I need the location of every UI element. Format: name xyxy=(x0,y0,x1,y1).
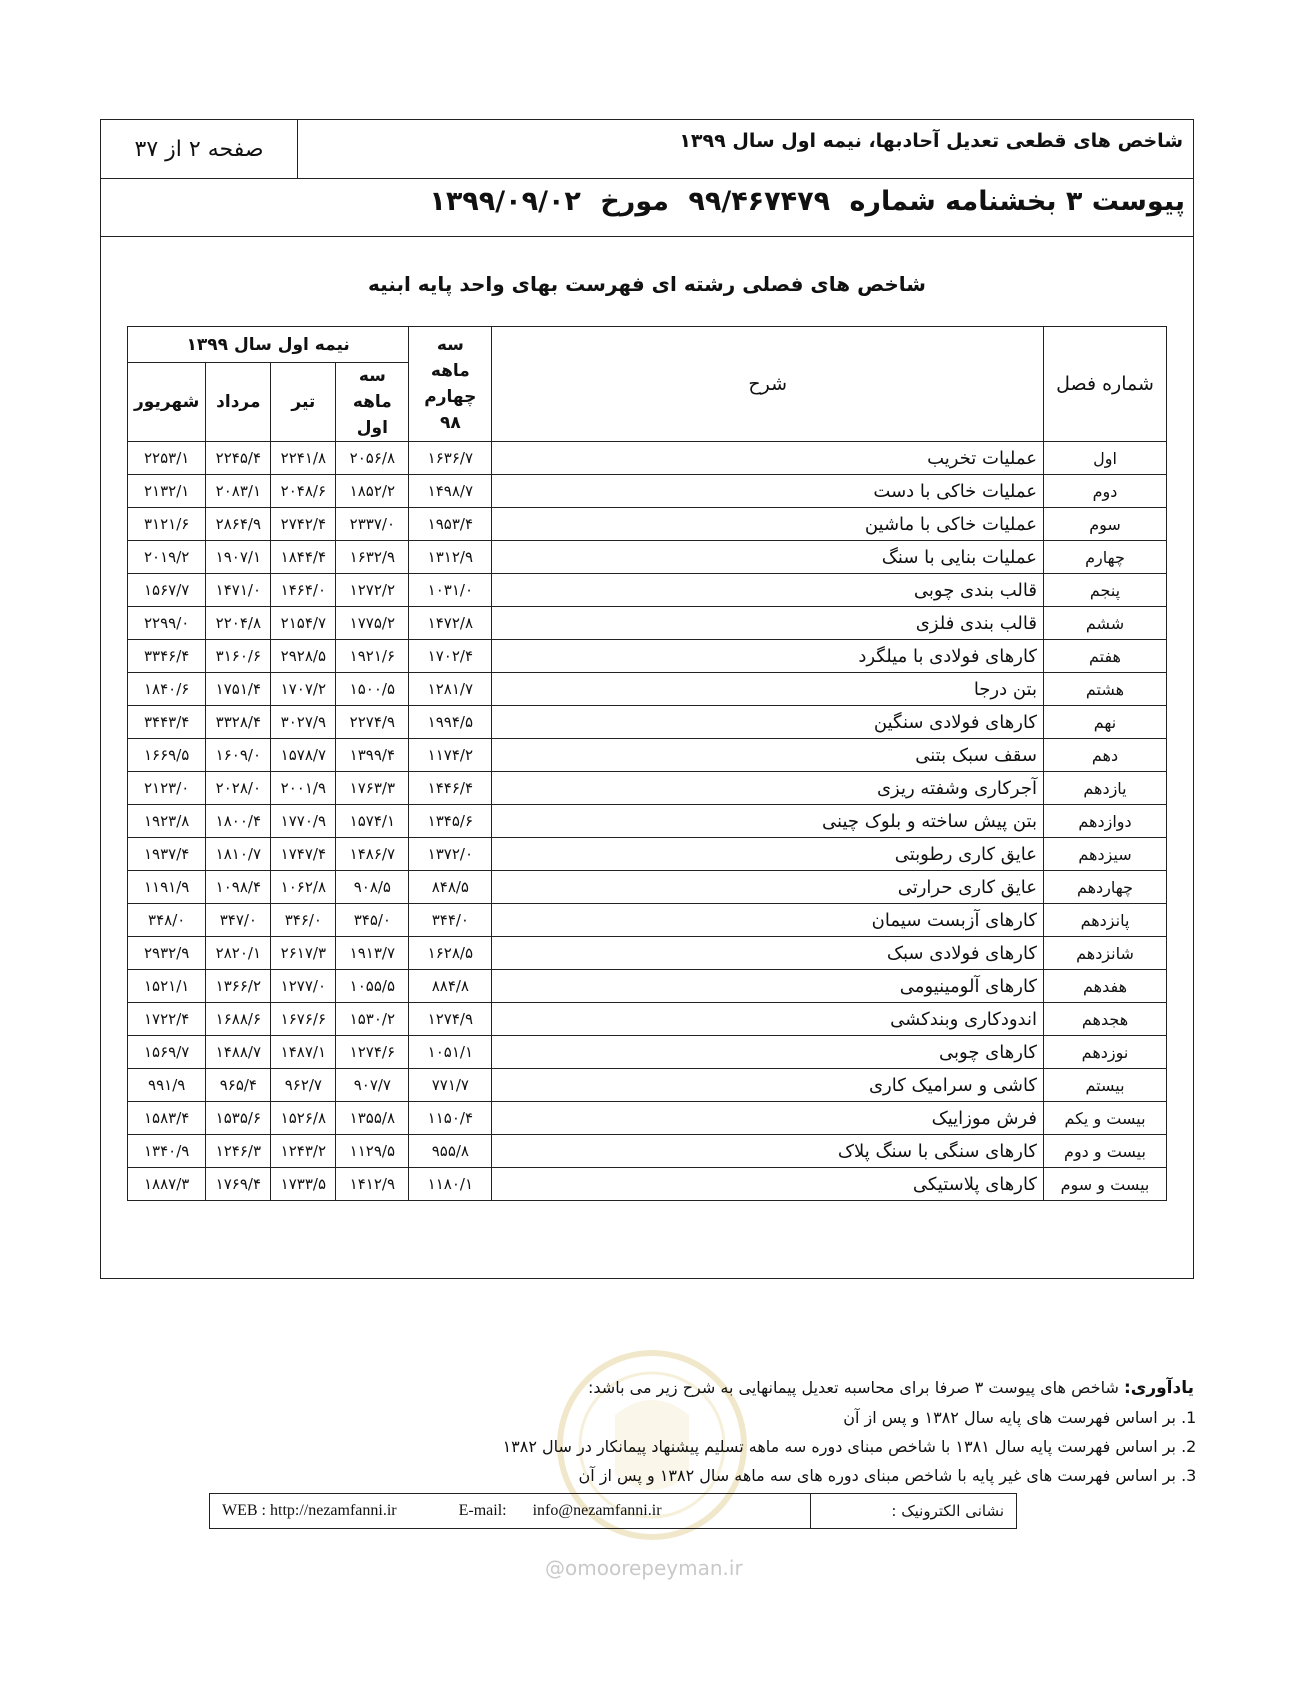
cell-q4: ۱۲۷۴/۹ xyxy=(409,1003,492,1036)
header-title: شاخص های قطعی تعدیل آحادبها، نیمه اول سال ۱۳۹۹ xyxy=(679,130,1183,152)
cell-description: عایق کاری حرارتی xyxy=(492,871,1044,904)
cell-q1: ۱۸۵۲/۲ xyxy=(336,475,409,508)
cell-shahrivar: ۱۹۲۳/۸ xyxy=(128,805,206,838)
cell-section: دهم xyxy=(1044,739,1167,772)
cell-section: بیست و دوم xyxy=(1044,1135,1167,1168)
cell-q1: ۲۲۷۴/۹ xyxy=(336,706,409,739)
table-row xyxy=(128,607,1167,640)
cell-q1: ۲۳۳۷/۰ xyxy=(336,508,409,541)
cell-tir: ۳۰۲۷/۹ xyxy=(271,706,336,739)
circular-date: ۱۳۹۹/۰۹/۰۲ xyxy=(429,186,581,217)
cell-q4: ۱۰۵۱/۱ xyxy=(409,1036,492,1069)
document-frame xyxy=(100,119,1194,1279)
cell-mordad: ۲۰۸۳/۱ xyxy=(206,475,271,508)
cell-q1: ۱۷۶۳/۳ xyxy=(336,772,409,805)
cell-mordad: ۱۹۰۷/۱ xyxy=(206,541,271,574)
cell-mordad: ۱۸۱۰/۷ xyxy=(206,838,271,871)
cell-shahrivar: ۳۴۴۳/۴ xyxy=(128,706,206,739)
cell-description: سقف سبک بتنی xyxy=(492,739,1044,772)
cell-q4: ۹۵۵/۸ xyxy=(409,1135,492,1168)
cell-section: هجدهم xyxy=(1044,1003,1167,1036)
table-row xyxy=(128,772,1167,805)
cell-shahrivar: ۲۲۵۳/۱ xyxy=(128,442,206,475)
table-row xyxy=(128,475,1167,508)
cell-tir: ۲۹۲۸/۵ xyxy=(271,640,336,673)
table-row xyxy=(128,970,1167,1003)
cell-shahrivar: ۲۱۳۲/۱ xyxy=(128,475,206,508)
cell-mordad: ۱۰۹۸/۴ xyxy=(206,871,271,904)
cell-q1: ۱۵۰۰/۵ xyxy=(336,673,409,706)
reminder-item: 1. بر اساس فهرست های پایه سال ۱۳۸۲ و پس از آن xyxy=(194,1403,1176,1432)
cell-shahrivar: ۱۶۶۹/۵ xyxy=(128,739,206,772)
cell-mordad: ۲۸۲۰/۱ xyxy=(206,937,271,970)
cell-section: هفتم xyxy=(1044,640,1167,673)
cell-q4: ۱۶۳۶/۷ xyxy=(409,442,492,475)
cell-mordad: ۲۲۰۴/۸ xyxy=(206,607,271,640)
cell-q1: ۱۹۲۱/۶ xyxy=(336,640,409,673)
cell-q4: ۸۴۸/۵ xyxy=(409,871,492,904)
table-row xyxy=(128,508,1167,541)
cell-section: هشتم xyxy=(1044,673,1167,706)
table-row xyxy=(128,937,1167,970)
cell-shahrivar: ۱۵۶۷/۷ xyxy=(128,574,206,607)
cell-mordad: ۱۵۳۵/۶ xyxy=(206,1102,271,1135)
cell-q4: ۱۶۲۸/۵ xyxy=(409,937,492,970)
cell-section: دوازدهم xyxy=(1044,805,1167,838)
col-tir: تیر xyxy=(271,363,336,442)
table-row xyxy=(128,739,1167,772)
cell-q4: ۱۱۷۴/۲ xyxy=(409,739,492,772)
reminder-label: یادآوری: xyxy=(1123,1378,1194,1398)
cell-tir: ۲۰۴۸/۶ xyxy=(271,475,336,508)
cell-section: بیستم xyxy=(1044,1069,1167,1102)
cell-description: کارهای فولادی سنگین xyxy=(492,706,1044,739)
table-row xyxy=(128,871,1167,904)
footer-links xyxy=(210,1494,811,1528)
cell-section: یازدهم xyxy=(1044,772,1167,805)
table-row xyxy=(128,1168,1167,1201)
col-mordad: مرداد xyxy=(206,363,271,442)
cell-mordad: ۳۳۲۸/۴ xyxy=(206,706,271,739)
cell-q4: ۱۴۴۶/۴ xyxy=(409,772,492,805)
footer-contact xyxy=(209,1493,1017,1529)
cell-shahrivar: ۳۴۸/۰ xyxy=(128,904,206,937)
cell-mordad: ۲۰۲۸/۰ xyxy=(206,772,271,805)
cell-mordad: ۱۶۸۸/۶ xyxy=(206,1003,271,1036)
cell-shahrivar: ۱۸۴۰/۶ xyxy=(128,673,206,706)
cell-shahrivar: ۱۹۳۷/۴ xyxy=(128,838,206,871)
table-row xyxy=(128,805,1167,838)
cell-description: آجرکاری وشفته ریزی xyxy=(492,772,1044,805)
cell-q1: ۱۳۹۹/۴ xyxy=(336,739,409,772)
reminder-item: 2. بر اساس فهرست پایه سال ۱۳۸۱ با شاخص مبنای دوره سه ماهه تسلیم پیشنهاد پیمانکار در سال ۱۳۸۲ xyxy=(194,1432,1176,1461)
cell-mordad: ۱۷۵۱/۴ xyxy=(206,673,271,706)
reminder-note xyxy=(194,1373,1194,1490)
cell-mordad: ۲۲۴۵/۴ xyxy=(206,442,271,475)
reminder-intro: شاخص های پیوست ۳ صرفا برای محاسبه تعدیل پیمانهایی به شرح زیر می باشد: xyxy=(588,1378,1119,1397)
col-q4-98: سه ماهه چهارم ۹۸ xyxy=(409,327,492,442)
table-title: شاخص های فصلی رشته ای فهرست بهای واحد پایه ابنیه xyxy=(368,272,926,296)
cell-q4: ۱۹۵۳/۴ xyxy=(409,508,492,541)
email-link[interactable]: info@nezamfanni.ir xyxy=(532,1502,662,1519)
cell-shahrivar: ۳۱۲۱/۶ xyxy=(128,508,206,541)
table-row xyxy=(128,706,1167,739)
cell-q4: ۱۳۱۲/۹ xyxy=(409,541,492,574)
cell-q4: ۷۷۱/۷ xyxy=(409,1069,492,1102)
cell-description: کارهای فولادی با میلگرد xyxy=(492,640,1044,673)
cell-tir: ۱۵۷۸/۷ xyxy=(271,739,336,772)
watermark: @omoorepeyman.ir xyxy=(545,1556,743,1580)
circular-label: پیوست ۳ بخشنامه شماره xyxy=(849,186,1185,217)
table-row xyxy=(128,1069,1167,1102)
cell-shahrivar: ۲۱۲۳/۰ xyxy=(128,772,206,805)
cell-tir: ۳۴۶/۰ xyxy=(271,904,336,937)
cell-tir: ۱۴۸۷/۱ xyxy=(271,1036,336,1069)
cell-mordad: ۱۲۴۶/۳ xyxy=(206,1135,271,1168)
header-row xyxy=(101,120,1193,179)
cell-description: قالب بندی فلزی xyxy=(492,607,1044,640)
cell-section: بیست و یکم xyxy=(1044,1102,1167,1135)
cell-shahrivar: ۲۲۹۹/۰ xyxy=(128,607,206,640)
cell-tir: ۱۷۷۰/۹ xyxy=(271,805,336,838)
cell-section: اول xyxy=(1044,442,1167,475)
cell-q1: ۱۵۷۴/۱ xyxy=(336,805,409,838)
cell-tir: ۲۷۴۲/۴ xyxy=(271,508,336,541)
cell-shahrivar: ۱۱۹۱/۹ xyxy=(128,871,206,904)
cell-q4: ۱۰۳۱/۰ xyxy=(409,574,492,607)
cell-description: کارهای فولادی سبک xyxy=(492,937,1044,970)
cell-q1: ۹۰۷/۷ xyxy=(336,1069,409,1102)
cell-mordad: ۱۴۷۱/۰ xyxy=(206,574,271,607)
cell-section: پنجم xyxy=(1044,574,1167,607)
cell-mordad: ۱۳۶۶/۲ xyxy=(206,970,271,1003)
cell-description: فرش موزاییک xyxy=(492,1102,1044,1135)
col-section-no: شماره فصل xyxy=(1044,327,1167,442)
index-table xyxy=(127,326,1167,1201)
cell-q1: ۱۷۷۵/۲ xyxy=(336,607,409,640)
cell-mordad: ۱۴۸۸/۷ xyxy=(206,1036,271,1069)
cell-section: دوم xyxy=(1044,475,1167,508)
cell-section: چهاردهم xyxy=(1044,871,1167,904)
cell-q4: ۸۸۴/۸ xyxy=(409,970,492,1003)
cell-tir: ۱۵۲۶/۸ xyxy=(271,1102,336,1135)
cell-q1: ۹۰۸/۵ xyxy=(336,871,409,904)
cell-shahrivar: ۲۰۱۹/۲ xyxy=(128,541,206,574)
circular-number: ۹۹/۴۶۷۴۷۹ xyxy=(688,186,831,217)
website-link[interactable]: WEB : http://nezamfanni.ir xyxy=(222,1502,397,1519)
cell-shahrivar: ۱۸۸۷/۳ xyxy=(128,1168,206,1201)
cell-tir: ۱۲۴۳/۲ xyxy=(271,1135,336,1168)
cell-q1: ۱۱۲۹/۵ xyxy=(336,1135,409,1168)
cell-q1: ۱۴۸۶/۷ xyxy=(336,838,409,871)
table-row xyxy=(128,442,1167,475)
cell-section: هفدهم xyxy=(1044,970,1167,1003)
circular-row xyxy=(101,178,1193,237)
cell-section: سوم xyxy=(1044,508,1167,541)
cell-description: عملیات بنایی با سنگ xyxy=(492,541,1044,574)
table-row xyxy=(128,838,1167,871)
table-row xyxy=(128,640,1167,673)
cell-tir: ۱۷۳۳/۵ xyxy=(271,1168,336,1201)
cell-q4: ۱۲۸۱/۷ xyxy=(409,673,492,706)
circular-dated: مورخ xyxy=(600,186,669,217)
cell-description: کارهای پلاستیکی xyxy=(492,1168,1044,1201)
email-label: E-mail: xyxy=(458,1502,507,1519)
cell-q1: ۱۵۳۰/۲ xyxy=(336,1003,409,1036)
cell-tir: ۱۸۴۴/۴ xyxy=(271,541,336,574)
cell-q4: ۱۷۰۲/۴ xyxy=(409,640,492,673)
circular-info xyxy=(419,186,1185,217)
cell-shahrivar: ۳۳۴۶/۴ xyxy=(128,640,206,673)
cell-q1: ۱۲۷۴/۶ xyxy=(336,1036,409,1069)
cell-mordad: ۳۴۷/۰ xyxy=(206,904,271,937)
cell-q4: ۱۳۴۵/۶ xyxy=(409,805,492,838)
cell-description: بتن درجا xyxy=(492,673,1044,706)
cell-description: کاشی و سرامیک کاری xyxy=(492,1069,1044,1102)
col-description: شرح xyxy=(492,327,1044,442)
cell-q1: ۱۲۷۲/۲ xyxy=(336,574,409,607)
table-row xyxy=(128,904,1167,937)
cell-description: عملیات تخریب xyxy=(492,442,1044,475)
cell-q1: ۱۶۳۲/۹ xyxy=(336,541,409,574)
table-row xyxy=(128,673,1167,706)
cell-description: قالب بندی چوبی xyxy=(492,574,1044,607)
cell-q1: ۱۴۱۲/۹ xyxy=(336,1168,409,1201)
cell-shahrivar: ۲۹۳۲/۹ xyxy=(128,937,206,970)
cell-mordad: ۲۸۶۴/۹ xyxy=(206,508,271,541)
cell-description: اندودکاری وبندکشی xyxy=(492,1003,1044,1036)
cell-description: عملیات خاکی با دست xyxy=(492,475,1044,508)
col-half-year: نیمه اول سال ۱۳۹۹ xyxy=(128,327,409,363)
cell-tir: ۱۷۴۷/۴ xyxy=(271,838,336,871)
cell-shahrivar: ۱۵۶۹/۷ xyxy=(128,1036,206,1069)
cell-q1: ۱۹۱۳/۷ xyxy=(336,937,409,970)
col-q1: سه ماهه اول xyxy=(336,363,409,442)
cell-tir: ۲۰۰۱/۹ xyxy=(271,772,336,805)
cell-section: چهارم xyxy=(1044,541,1167,574)
cell-description: عایق کاری رطوبتی xyxy=(492,838,1044,871)
cell-description: کارهای چوبی xyxy=(492,1036,1044,1069)
cell-q4: ۱۹۹۴/۵ xyxy=(409,706,492,739)
cell-shahrivar: ۱۳۴۰/۹ xyxy=(128,1135,206,1168)
cell-section: پانزدهم xyxy=(1044,904,1167,937)
cell-description: عملیات خاکی با ماشین xyxy=(492,508,1044,541)
cell-shahrivar: ۱۵۸۳/۴ xyxy=(128,1102,206,1135)
cell-mordad: ۱۷۶۹/۴ xyxy=(206,1168,271,1201)
table-row xyxy=(128,574,1167,607)
col-shahrivar: شهریور xyxy=(128,363,206,442)
cell-mordad: ۱۸۰۰/۴ xyxy=(206,805,271,838)
cell-description: بتن پیش ساخته و بلوک چینی xyxy=(492,805,1044,838)
cell-tir: ۱۲۷۷/۰ xyxy=(271,970,336,1003)
table-row xyxy=(128,1135,1167,1168)
cell-tir: ۱۰۶۲/۸ xyxy=(271,871,336,904)
cell-q4: ۱۱۵۰/۴ xyxy=(409,1102,492,1135)
table-row xyxy=(128,541,1167,574)
cell-q4: ۳۴۴/۰ xyxy=(409,904,492,937)
cell-tir: ۱۶۷۶/۶ xyxy=(271,1003,336,1036)
cell-section: نهم xyxy=(1044,706,1167,739)
cell-mordad: ۹۶۵/۴ xyxy=(206,1069,271,1102)
cell-shahrivar: ۱۷۲۲/۴ xyxy=(128,1003,206,1036)
cell-tir: ۱۴۶۴/۰ xyxy=(271,574,336,607)
address-label: نشانی الکترونیک : xyxy=(891,1502,1004,1520)
cell-tir: ۱۷۰۷/۲ xyxy=(271,673,336,706)
cell-q1: ۱۳۵۵/۸ xyxy=(336,1102,409,1135)
cell-mordad: ۳۱۶۰/۶ xyxy=(206,640,271,673)
cell-section: بیست و سوم xyxy=(1044,1168,1167,1201)
table-row xyxy=(128,1003,1167,1036)
cell-q4: ۱۴۹۸/۷ xyxy=(409,475,492,508)
cell-section: سیزدهم xyxy=(1044,838,1167,871)
cell-shahrivar: ۹۹۱/۹ xyxy=(128,1069,206,1102)
cell-tir: ۲۶۱۷/۳ xyxy=(271,937,336,970)
cell-q4: ۱۱۸۰/۱ xyxy=(409,1168,492,1201)
cell-tir: ۲۱۵۴/۷ xyxy=(271,607,336,640)
reminder-item: 3. بر اساس فهرست های غیر پایه با شاخص مبنای دوره های سه ماهه سال ۱۳۸۲ و پس از آن xyxy=(194,1461,1176,1490)
cell-description: کارهای سنگی با سنگ پلاک xyxy=(492,1135,1044,1168)
cell-section: شانزدهم xyxy=(1044,937,1167,970)
cell-mordad: ۱۶۰۹/۰ xyxy=(206,739,271,772)
cell-description: کارهای آلومینیومی xyxy=(492,970,1044,1003)
cell-q1: ۱۰۵۵/۵ xyxy=(336,970,409,1003)
cell-tir: ۹۶۲/۷ xyxy=(271,1069,336,1102)
cell-section: ششم xyxy=(1044,607,1167,640)
cell-q1: ۲۰۵۶/۸ xyxy=(336,442,409,475)
cell-description: کارهای آزبست سیمان xyxy=(492,904,1044,937)
cell-q4: ۱۴۷۲/۸ xyxy=(409,607,492,640)
cell-shahrivar: ۱۵۲۱/۱ xyxy=(128,970,206,1003)
cell-section: نوزدهم xyxy=(1044,1036,1167,1069)
cell-q1: ۳۴۵/۰ xyxy=(336,904,409,937)
cell-q4: ۱۳۷۲/۰ xyxy=(409,838,492,871)
page-number: صفحه ۲ از ۳۷ xyxy=(101,120,298,178)
table-row xyxy=(128,1036,1167,1069)
cell-tir: ۲۲۴۱/۸ xyxy=(271,442,336,475)
table-row xyxy=(128,1102,1167,1135)
